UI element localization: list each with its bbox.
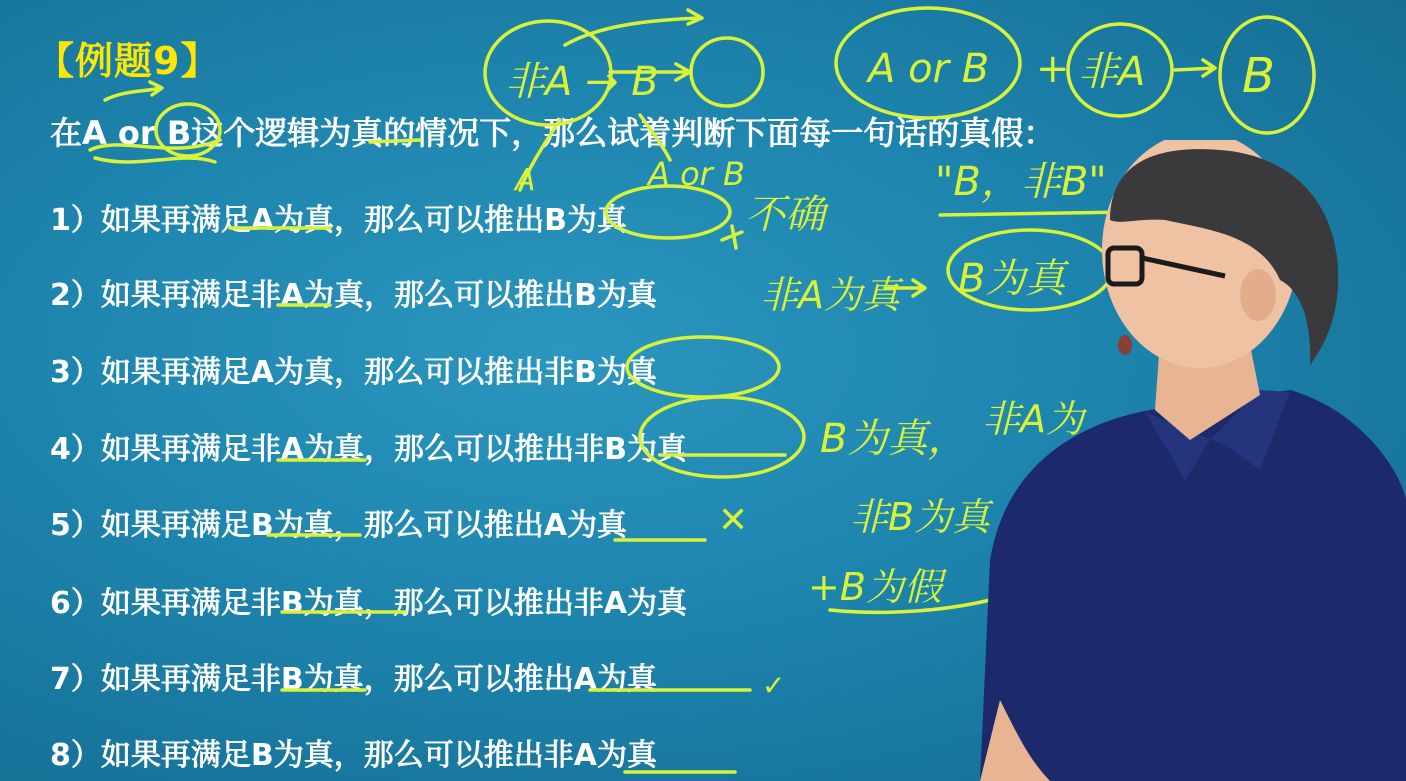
- statement-2: 2）如果再满足非A为真，那么可以推出B为真: [50, 278, 657, 313]
- circle-mark: [1220, 17, 1314, 133]
- ink-nonA-true: 非A为真: [760, 273, 900, 317]
- statement-4: 4）如果再满足非A为真，那么可以推出非B为真: [50, 432, 687, 467]
- circle-mark: [691, 38, 763, 106]
- ink-nonA-is: 非A为: [982, 397, 1084, 441]
- ink-B: B: [1242, 48, 1275, 104]
- question-text: 在A or B这个逻辑为真的情况下，那么试着判断下面每一句话的真假：: [50, 114, 1056, 152]
- ink-check-mark: ✓: [762, 669, 786, 702]
- ink-B-true-comma: B为真，: [820, 416, 968, 462]
- presenter-ear: [1240, 269, 1276, 321]
- ink-nonA-to-B: 非A → B: [505, 59, 659, 105]
- presenter-photo: [960, 140, 1406, 781]
- ink-uncertain: 不确: [745, 192, 825, 238]
- ink-plus: +: [1036, 46, 1070, 92]
- statement-7: 7）如果再满足非B为真，那么可以推出A为真: [50, 662, 657, 697]
- circle-mark: [836, 8, 1020, 118]
- ink-A-or-B: A or B: [648, 155, 745, 193]
- presenter-mouth: [1118, 335, 1132, 355]
- arrow-mark: [565, 10, 702, 45]
- plus-mark: [722, 226, 742, 248]
- ink-B-true: B为真: [958, 256, 1066, 302]
- statement-8: 8）如果再满足B为真，那么可以推出非A为真: [50, 738, 657, 773]
- example-title: 【例题9】: [36, 39, 220, 83]
- ink-B-nonB: "B，非B": [935, 159, 1107, 205]
- ink-nonA: 非A: [1078, 49, 1146, 95]
- arrow-mark: [1175, 60, 1215, 76]
- circle-mark: [1068, 24, 1172, 116]
- ink-A-or-B-circled: A or B: [868, 46, 990, 92]
- ink-A: A: [515, 163, 536, 198]
- statement-3: 3）如果再满足A为真，那么可以推出非B为真: [50, 355, 657, 390]
- statement-1: 1）如果再满足A为真，那么可以推出B为真: [50, 203, 627, 238]
- scribble-mark: [95, 158, 215, 162]
- ink-cross-mark: ✕: [718, 500, 749, 541]
- ink-nonB-true: 非B为真: [850, 495, 991, 539]
- statement-6: 6）如果再满足非B为真，那么可以推出非A为真: [50, 586, 687, 621]
- arrow-mark: [885, 280, 925, 296]
- ink-plus-B-false: +B为假: [808, 565, 942, 609]
- arrow-mark: [610, 64, 690, 80]
- statement-5: 5）如果再满足B为真，那么可以推出A为真: [50, 508, 627, 543]
